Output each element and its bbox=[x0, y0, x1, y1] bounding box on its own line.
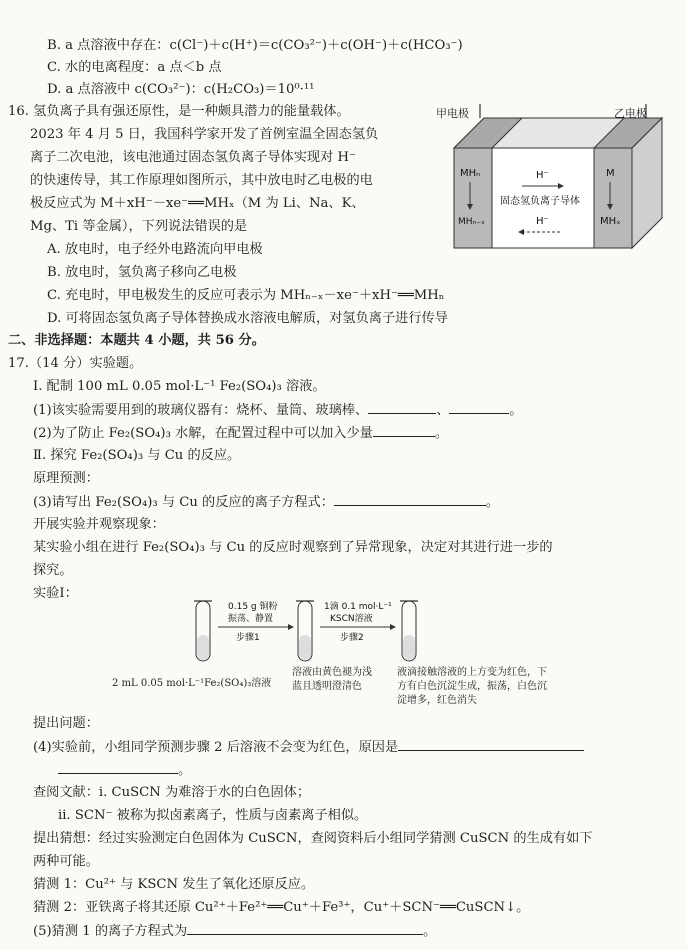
q15-option-c: C. 水的电离程度：a 点＜b 点 bbox=[47, 60, 222, 75]
h-top-label: H⁻ bbox=[536, 170, 549, 181]
q16-line-1: 16. 氢负离子具有强还原性，是一种颇具潜力的能量载体。 bbox=[8, 104, 350, 119]
q17-q4-continued: 。 bbox=[58, 760, 191, 781]
tube3-caption-1: 液滴接触溶液的上方变为红色，下 bbox=[397, 667, 547, 678]
tube1-caption: 2 mL 0.05 mol·L⁻¹Fe₂(SO₄)₃溶液 bbox=[112, 678, 272, 689]
q16-line-2: 2023 年 4 月 5 日，我国科学家开发了首例室温全固态氢负 bbox=[30, 127, 379, 142]
experiment-label: 实验Ⅰ： bbox=[33, 586, 78, 601]
ask-label: 提出问题： bbox=[33, 716, 99, 731]
q17-part2: Ⅱ. 探究 Fe₂(SO₄)₃ 与 Cu 的反应。 bbox=[33, 448, 241, 463]
q16-option-a: A. 放电时，电子经外电路流向甲电极 bbox=[47, 242, 263, 257]
hypothesis-2: 两种可能。 bbox=[33, 854, 99, 869]
step1-reagent: 0.15 g 铜粉 bbox=[228, 602, 278, 612]
left-electrode-label: 甲电极 bbox=[436, 107, 469, 120]
literature-1: 查阅文献：ⅰ. CuSCN 为难溶于水的白色固体； bbox=[33, 785, 311, 800]
step2-reagent: 1滴 0.1 mol·L⁻¹ bbox=[324, 602, 392, 612]
q16-line-6: Mg、Ti 等金属），下列说法错误的是 bbox=[30, 219, 248, 234]
literature-2: ⅱ. SCN⁻ 被称为拟卤素离子，性质与卤素离子相似。 bbox=[58, 808, 368, 823]
q17-para-2: 探究。 bbox=[33, 563, 73, 578]
q17-q2: (2)为了防止 Fe₂(SO₄)₃ 水解，在配置过程中可以加入少量 。 bbox=[33, 423, 448, 444]
step2-reagent-name: KSCN溶液 bbox=[330, 614, 373, 624]
step1-action: 振荡、静置 bbox=[228, 614, 274, 624]
hypothesis-1: 提出猜想：经过实验测定白色固体为 CuSCN，查阅资料后小组同学猜测 CuSCN 的生成有如下 bbox=[33, 831, 593, 846]
center-label: 固态氢负离子导体 bbox=[500, 196, 580, 207]
q15-option-d: D. a 点溶液中 c(CO₃²⁻)：c(H₂CO₃)＝10⁰·¹¹ bbox=[47, 82, 315, 97]
right-electrode-label: 乙电极 bbox=[614, 107, 647, 120]
q17-para-1: 某实验小组在进行 Fe₂(SO₄)₃ 与 Cu 的反应时观察到了异常现象，决定对其进行进一步的 bbox=[33, 540, 553, 555]
guess-1: 猜测 1：Cu²⁺ 与 KSCN 发生了氧化还原反应。 bbox=[33, 877, 315, 892]
q15-option-b: B. a 点溶液中存在：c(Cl⁻)＋c(H⁺)＝c(CO₃²⁻)＋c(OH⁻)＋c(HCO₃⁻) bbox=[47, 38, 463, 53]
step1-arrow-head bbox=[288, 624, 294, 630]
step2-arrow-head bbox=[390, 624, 396, 630]
h-bottom-label: H⁻ bbox=[536, 216, 549, 227]
battery-diagram bbox=[440, 100, 680, 260]
section-heading: 二、非选择题：本题共 4 小题，共 56 分。 bbox=[8, 333, 265, 348]
right-top-label: M bbox=[606, 168, 615, 179]
tube3-caption-2: 方有白色沉淀生成，振荡，白色沉 bbox=[397, 681, 547, 692]
right-bottom-label: MHₓ bbox=[600, 216, 621, 227]
left-top-label: MHₙ bbox=[460, 168, 481, 179]
tube2-caption-2: 蓝且透明澄清色 bbox=[292, 681, 362, 692]
predict-label: 原理预测： bbox=[33, 471, 99, 486]
test-tube-2 bbox=[296, 601, 314, 661]
q16-option-d: D. 可将固态氢负离子导体替换成水溶液电解质，对氢负离子进行传导 bbox=[47, 311, 448, 326]
guess-2: 猜测 2：亚铁离子将其还原 Cu²⁺＋Fe²⁺══Cu⁺＋Fe³⁺，Cu⁺＋SCN⁻══CuSCN↓。 bbox=[33, 900, 530, 915]
q17-q3: (3)请写出 Fe₂(SO₄)₃ 与 Cu 的反应的离子方程式： 。 bbox=[33, 492, 499, 513]
test-tube-3 bbox=[400, 601, 418, 661]
q16-option-b: B. 放电时，氢负离子移向乙电极 bbox=[47, 265, 237, 280]
q16-option-c: C. 充电时，甲电极发生的反应可表示为 MHₙ₋ₓ－xe⁻＋xH⁻══MHₙ bbox=[47, 288, 445, 303]
q17-q4: (4)实验前，小组同学预测步骤 2 后溶液不会变为红色，原因是 bbox=[33, 737, 584, 758]
q16-line-5: 极反应式为 M＋xH⁻－xe⁻══MHₓ（M 为 Li、Na、K、 bbox=[30, 196, 365, 211]
observe-label: 开展实验并观察现象： bbox=[33, 517, 165, 532]
q16-line-4: 的快速传导，其工作原理如图所示，其中放电时乙电极的电 bbox=[30, 173, 373, 188]
q16-line-3: 离子二次电池，该电池通过固态氢负离子导体实现对 H⁻ bbox=[30, 150, 356, 165]
left-bottom-label: MHₙ₋ₓ bbox=[458, 217, 485, 227]
q17-q5: (5)猜测 1 的离子方程式为 。 bbox=[33, 921, 436, 942]
q17-heading: 17.（14 分）实验题。 bbox=[8, 356, 143, 371]
experiment-diagram bbox=[180, 595, 480, 675]
q17-q1: (1)该实验需要用到的玻璃仪器有：烧杯、量筒、玻璃棒、 、 。 bbox=[33, 400, 523, 421]
q17-part1: Ⅰ. 配制 100 mL 0.05 mol·L⁻¹ Fe₂(SO₄)₃ 溶液。 bbox=[33, 379, 326, 394]
tube3-caption-3: 淀增多，红色消失 bbox=[397, 695, 477, 706]
tube2-caption-1: 溶液由黄色褪为浅 bbox=[292, 667, 372, 678]
test-tube-1 bbox=[194, 601, 212, 661]
step2-label: 步骤2 bbox=[340, 633, 364, 643]
step1-label: 步骤1 bbox=[236, 633, 260, 643]
